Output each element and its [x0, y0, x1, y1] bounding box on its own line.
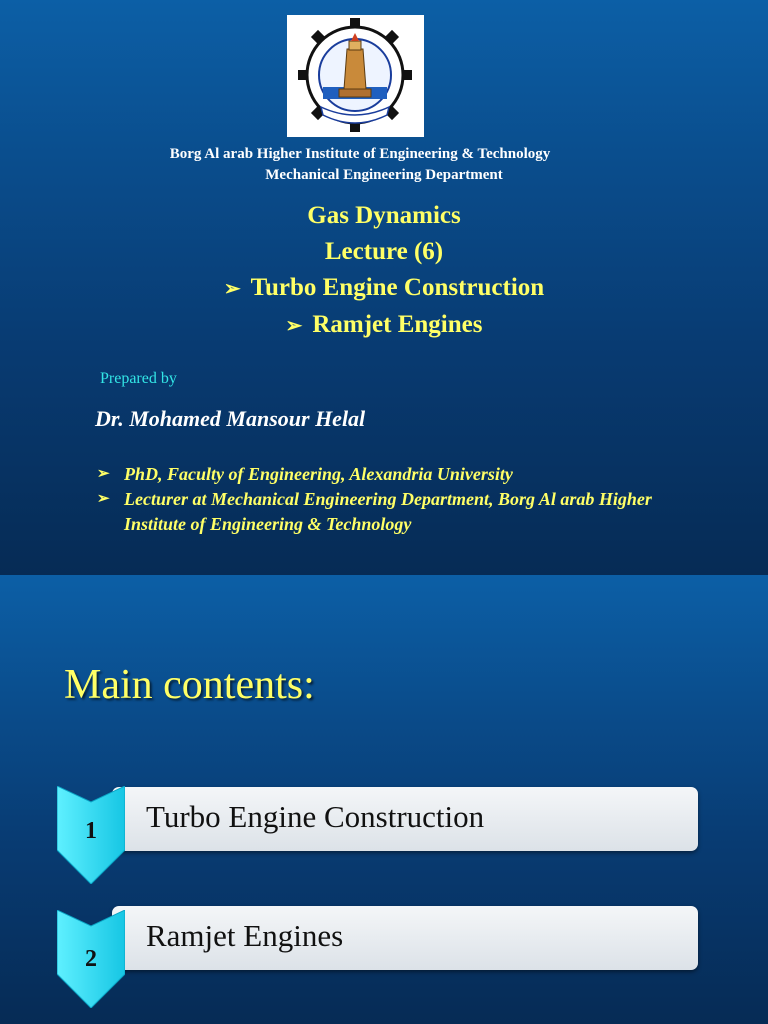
arrow-bullet-icon: ➢: [223, 278, 241, 300]
prepared-by-label: Prepared by: [100, 370, 177, 387]
course-title: Gas Dynamics: [307, 202, 461, 229]
credential-item: [97, 487, 717, 537]
topic-label: Turbo Engine Construction: [250, 274, 545, 301]
item-number: 2: [85, 946, 97, 972]
author-name: Dr. Mohamed Mansour Helal: [95, 406, 366, 431]
content-item-label: Turbo Engine Construction: [146, 799, 485, 834]
arrow-bullet-icon: ➢: [97, 466, 110, 482]
institute-name: Borg Al arab Higher Institute of Engineering & Technology: [169, 146, 551, 162]
credential-text: Lecturer at Mechanical Engineering Department, Borg Al arab Higher Institute of Engineering & Technology: [124, 489, 652, 534]
item-number: 1: [85, 818, 97, 844]
content-item-box: [112, 906, 698, 970]
institute-logo: [287, 15, 424, 137]
credentials-list: [97, 462, 717, 537]
chevron-number-icon: [57, 910, 125, 1008]
chevron-number-icon: [57, 786, 125, 884]
content-item-box: [112, 787, 698, 851]
topic-item: [0, 307, 768, 344]
department-name: Mechanical Engineering Department: [265, 167, 503, 183]
topic-item: [0, 270, 768, 307]
arrow-bullet-icon: ➢: [97, 491, 110, 507]
credential-item: [97, 462, 717, 487]
arrow-bullet-icon: ➢: [285, 315, 303, 337]
contents-slide: [0, 575, 768, 1024]
contents-title: Main contents:: [64, 662, 315, 708]
lecture-number: Lecture (6): [324, 238, 444, 265]
lecture-title-block: [0, 198, 768, 344]
credential-text: PhD, Faculty of Engineering, Alexandria University: [124, 464, 513, 484]
content-item-label: Ramjet Engines: [146, 918, 344, 953]
lighthouse-gear-emblem-icon: [287, 15, 424, 137]
topic-label: Ramjet Engines: [312, 311, 483, 338]
